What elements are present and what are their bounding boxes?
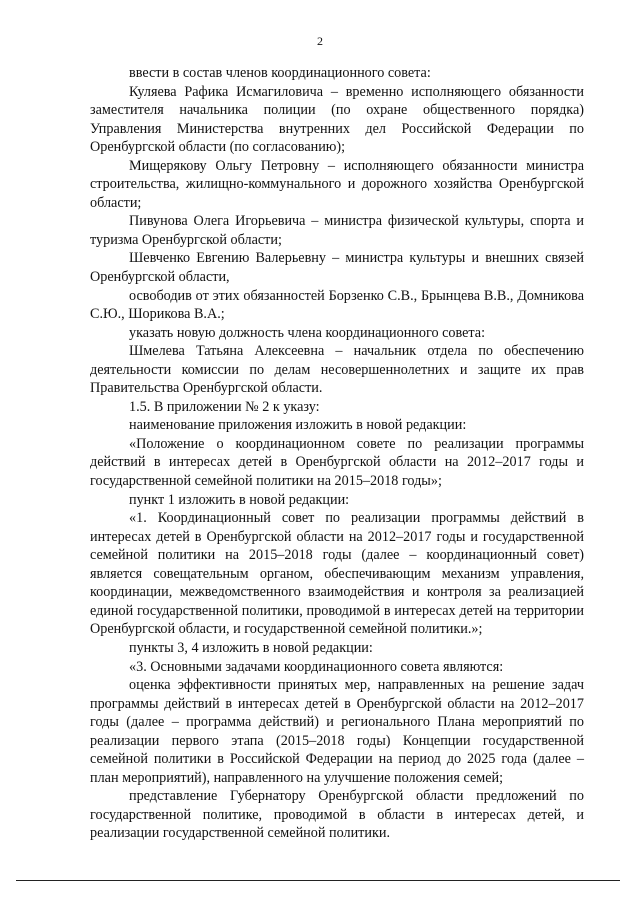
paragraph: ввести в состав членов координационного совета: bbox=[129, 65, 431, 81]
paragraph: пункты 3, 4 изложить в новой редакции: bbox=[129, 639, 373, 656]
paragraph: указать новую должность члена координационного совета: bbox=[129, 324, 486, 341]
paragraph: Шмелева Татьяна Алексеевна – начальник отдела по обеспечению деятельности комиссии по делам несовершеннолетних и защите их прав Правительства Оренбургской области. bbox=[90, 343, 584, 397]
paragraph: оценка эффективности принятых мер, направленных на решение задач программы действий в интересах детей в Оренбургской области на 2012–2017 годы (далее – программа действий) и регионального Плана мероприятий по реализации первого этапа (2015–2018 годы) Концепции государственной семейной политики в Российской Федерации на период до 2025 года (далее – план мероприятий), направленного на улучшение положения семей; bbox=[90, 677, 584, 786]
paragraph: Шевченко Евгению Валерьевну – министра культуры и внешних связей Оренбургской области, bbox=[90, 250, 584, 286]
paragraph: «3. Основными задачами координационного совета являются: bbox=[129, 658, 504, 675]
page-number: 2 bbox=[317, 34, 323, 48]
paragraph: 1.5. В приложении № 2 к указу: bbox=[129, 398, 320, 415]
paragraph: Куляева Рафика Исмагиловича – временно исполняющего обязанности заместителя начальника полиции (по охране общественного порядка) Управления Министерства внутренних дел Российской Федерации по Оренбургской области (по согласованию); bbox=[90, 83, 584, 156]
paragraph: «1. Координационный совет по реализации программы действий в интересах детей в Оренбургской области на 2012–2017 годы и государственной семейной политики на 2015–2018 годы (далее – координационный совет) является совещательным органом, обеспечивающим механизм управления, координации, межведомственного взаимодействия и контроля за реализацией единой государственной политики, проводимой в интересах детей на территории Оренбургской области, и государственной семейной политики.»; bbox=[90, 510, 584, 638]
paragraph: наименование приложения изложить в новой редакции: bbox=[129, 417, 467, 434]
paragraph: «Положение о координационном совете по реализации программы действий в интересах детей в Оренбургской области на 2012–2017 годы и государственной семейной политики на 2015–2018 годы»; bbox=[90, 435, 584, 490]
page-bottom-divider bbox=[16, 880, 620, 881]
paragraph: представление Губернатору Оренбургской области предложений по государственной политике, проводимой в области в интересах детей, и реализации государственной семейной политики. bbox=[90, 788, 584, 842]
paragraph: пункт 1 изложить в новой редакции: bbox=[129, 491, 350, 508]
document-body bbox=[90, 64, 584, 843]
paragraph: освободив от этих обязанностей Борзенко С.В., Брынцева В.В., Домникова С.Ю., Шорикова В.А.; bbox=[90, 287, 584, 323]
paragraph: Мищерякову Ольгу Петровну – исполняющего обязанности министра строительства, жилищно-коммунального и дорожного хозяйства Оренбургской области; bbox=[90, 157, 584, 211]
paragraph: Пивунова Олега Игорьевича – министра физической культуры, спорта и туризма Оренбургской области; bbox=[90, 213, 584, 248]
